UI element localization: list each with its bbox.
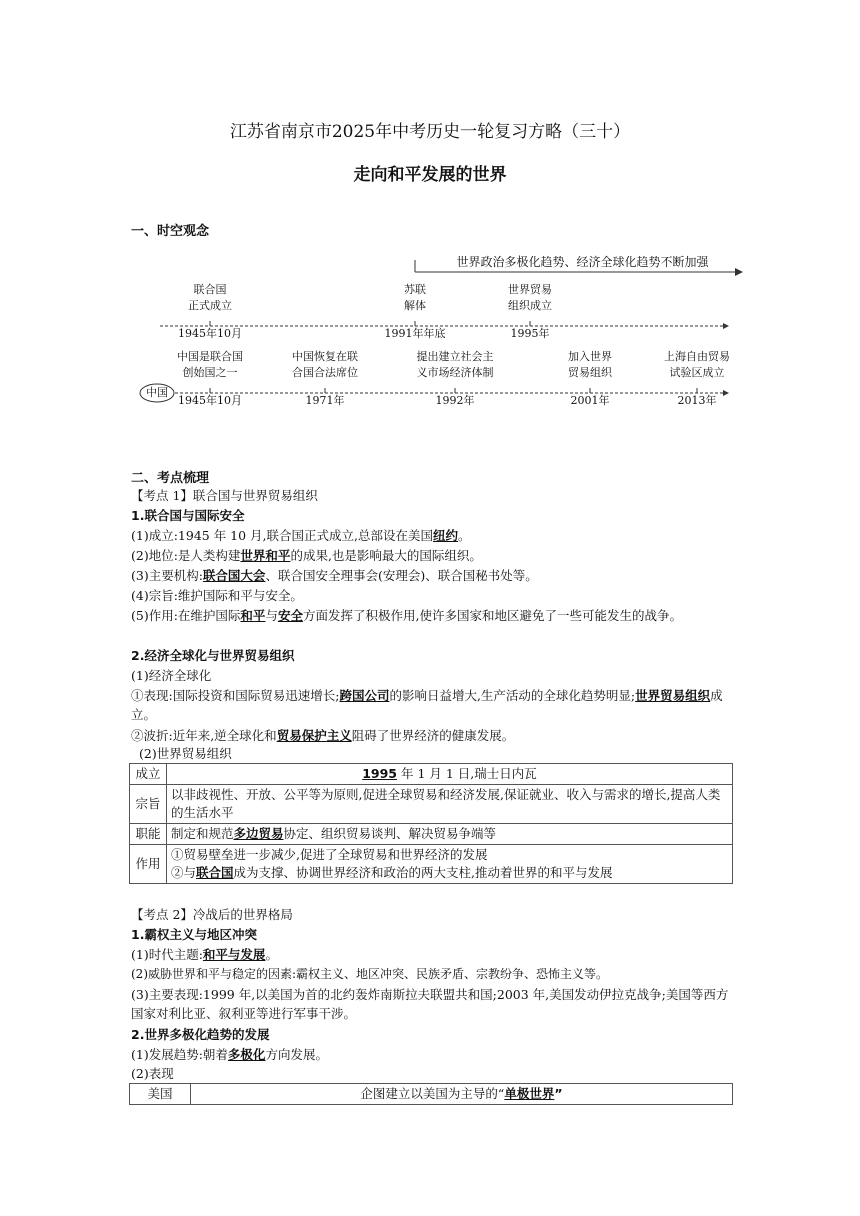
- k2-line-1: (1)时代主题:和平与发展。: [131, 947, 278, 962]
- k1-line-8: ②波折:近年来,逆全球化和贸易保护主义阻碍了世界经济的健康发展。: [131, 728, 515, 743]
- table-row: [130, 1084, 733, 1105]
- k2-subheading-2: 2.世界多极化趋势的发展: [131, 1027, 270, 1042]
- world-date-3: 1995年: [510, 327, 550, 340]
- doc-subtitle: 走向和平发展的世界: [353, 165, 507, 185]
- k2-line-3: (3)主要表现:1999 年,以美国为首的北约轰炸南斯拉夫联盟共和国;2003 年,美国发动伊拉克战争;美国等西方国家对利比亚、叙利亚等进行军事干涉。: [131, 987, 729, 1021]
- table-row: [130, 824, 733, 845]
- world-event-1: 联合国 正式成立: [188, 283, 232, 312]
- china-event-2: 中国恢复在联 合国合法席位: [292, 350, 358, 379]
- polarity-table: [129, 1083, 733, 1105]
- table-cell: 作用: [130, 845, 167, 884]
- timeline-trend: 世界政治多极化趋势、经济全球化趋势不断加强: [456, 255, 709, 269]
- china-label: 中国: [146, 386, 168, 399]
- k2-heading: 【考点 2】冷战后的世界格局: [131, 907, 293, 922]
- table-cell: 宗旨: [130, 785, 167, 824]
- table-cell: 1995 年 1 月 1 日,瑞士日内瓦: [167, 764, 733, 785]
- table-cell: 成立: [130, 764, 167, 785]
- world-date-2: 1991年年底: [384, 327, 446, 340]
- k1-line-4: (4)宗旨:维护国际和平与安全。: [131, 588, 303, 603]
- k1-subheading-1: 1.联合国与国际安全: [131, 508, 245, 523]
- table-cell: 制定和规范多边贸易协定、组织贸易谈判、解决贸易争端等: [167, 824, 733, 845]
- k1-line-1: (1)成立:1945 年 10 月,联合国正式成立,总部设在美国纽约。: [131, 528, 471, 543]
- k1-subheading-2: 2.经济全球化与世界贸易组织: [131, 648, 295, 663]
- table-row: [130, 845, 733, 884]
- table-row: [130, 764, 733, 785]
- world-event-2: 苏联 解体: [404, 283, 426, 312]
- table-cell: 以非歧视性、开放、公平等为原则,促进全球贸易和经济发展,保证就业、收入与需求的增长,提高人类的生活水平: [167, 785, 733, 824]
- timeline-figure: [135, 248, 745, 418]
- china-event-4: 加入世界 贸易组织: [568, 350, 612, 379]
- table-row: [130, 785, 733, 824]
- table-cell: ①贸易壁垒进一步减少,促进了全球贸易和世界经济的发展 ②与联合国成为支撑、协调世界经济和政治的两大支柱,推动着世界的和平与发展: [167, 845, 733, 884]
- china-date-5: 2013年: [677, 394, 717, 407]
- doc-title: 江苏省南京市2025年中考历史一轮复习方略（三十）: [229, 122, 631, 142]
- k1-heading: 【考点 1】联合国与世界贸易组织: [131, 488, 318, 503]
- china-event-1: 中国是联合国 创始国之一: [177, 350, 243, 379]
- k1-line-9: (2)世界贸易组织: [139, 746, 232, 761]
- china-date-4: 2001年: [570, 394, 610, 407]
- k1-line-6: (1)经济全球化: [131, 668, 212, 683]
- table-cell: 职能: [130, 824, 167, 845]
- k1-line-2: (2)地位:是人类构建世界和平的成果,也是影响最大的国际组织。: [131, 548, 482, 563]
- k2-line-4: (1)发展趋势:朝着多极化方向发展。: [131, 1047, 328, 1062]
- k2-subheading-1: 1.霸权主义与地区冲突: [131, 927, 257, 942]
- china-date-2: 1971年: [305, 394, 345, 407]
- section-heading-2: 二、考点梳理: [131, 471, 210, 486]
- china-date-3: 1992年: [435, 394, 475, 407]
- k1-line-5: (5)作用:在维护国际和平与安全方面发挥了积极作用,使许多国家和地区避免了一些可能发生的战争。: [131, 608, 682, 623]
- k2-line-5: (2)表现: [131, 1066, 174, 1081]
- world-date-1: 1945年10月: [178, 327, 242, 340]
- wto-table: [129, 763, 733, 884]
- section-heading-1: 一、时空观念: [131, 224, 210, 239]
- k1-line-7: ①表现:国际投资和国际贸易迅速增长;跨国公司的影响日益增大,生产活动的全球化趋势明显;世界贸易组织成立。: [131, 688, 723, 722]
- china-event-3: 提出建立社会主 义市场经济体制: [416, 350, 494, 379]
- china-event-5: 上海自由贸易 试验区成立: [664, 350, 730, 379]
- china-date-1: 1945年10月: [178, 394, 242, 407]
- k2-line-2: (2)威胁世界和平与稳定的因素:霸权主义、地区冲突、民族矛盾、宗教纷争、恐怖主义等。: [131, 967, 609, 981]
- k1-line-3: (3)主要机构:联合国大会、联合国安全理事会(安理会)、联合国秘书处等。: [131, 568, 538, 583]
- table-cell: 美国: [130, 1084, 191, 1105]
- world-event-3: 世界贸易 组织成立: [508, 283, 552, 312]
- table-cell: 企图建立以美国为主导的“单极世界”: [191, 1084, 733, 1105]
